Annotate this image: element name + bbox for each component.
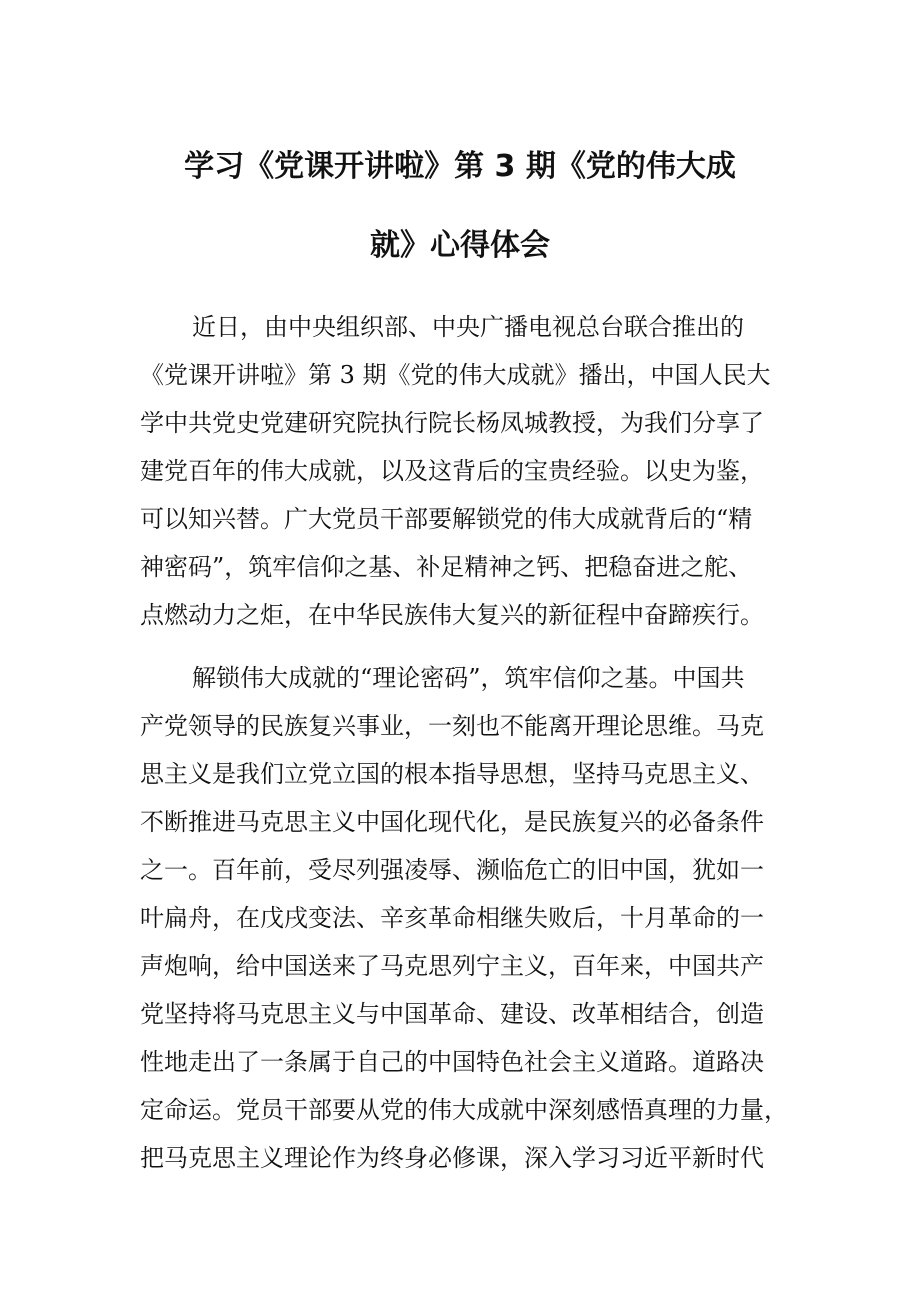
paragraph-2-line-3: 思主义是我们立党立国的根本指导思想，坚持马克思主义、: [140, 760, 764, 788]
paragraph-2-line-8: 党坚持将马克思主义与中国革命、建设、改革相结合，创造: [140, 1000, 764, 1028]
paragraph-2-line-6: 叶扁舟，在戊戌变法、辛亥革命相继失败后，十月革命的一: [140, 904, 764, 932]
paragraph-2-line-7: 声炮响，给中国送来了马克思列宁主义，百年来，中国共产: [140, 952, 764, 980]
paragraph-2-line-10: 定命运。党员干部要从党的伟大成就中深刻感悟真理的力量，: [140, 1096, 788, 1124]
paragraph-1-line-6: 神密码”，筑牢信仰之基、补足精神之钙、把稳奋进之舵、: [140, 553, 753, 581]
paragraph-1-line-3: 学中共党史党建研究院执行院长杨凤城教授，为我们分享了: [140, 409, 764, 437]
paragraph-2-line-11: 把马克思主义理论作为终身必修课，深入学习习近平新时代: [140, 1144, 764, 1172]
paragraph-2-line-5: 之一。百年前，受尽列强凌辱、濒临危亡的旧中国，犹如一: [140, 856, 764, 884]
paragraph-2-line-9: 性地走出了一条属于自己的中国特色社会主义道路。道路决: [140, 1048, 764, 1076]
paragraph-1-line-2: 《党课开讲啦》第 3 期《党的伟大成就》播出，中国人民大: [140, 361, 771, 389]
paragraph-2-line-1: 解锁伟大成就的“理论密码”，筑牢信仰之基。中国共: [192, 664, 745, 692]
paragraph-1-line-4: 建党百年的伟大成就，以及这背后的宝贵经验。以史为鉴，: [140, 457, 764, 485]
paragraph-1-line-7: 点燃动力之炬，在中华民族伟大复兴的新征程中奋蹄疾行。: [140, 601, 764, 629]
paragraph-1-line-1: 近日，由中央组织部、中央广播电视总台联合推出的: [192, 313, 744, 341]
paragraph-1-line-5: 可以知兴替。广大党员干部要解锁党的伟大成就背后的“精: [140, 505, 753, 533]
document-title-line-1: 学习《党课开讲啦》第 3 期《党的伟大成: [184, 149, 736, 184]
document-title-line-2: 就》心得体会: [370, 228, 550, 263]
paragraph-2-line-4: 不断推进马克思主义中国化现代化，是民族复兴的必备条件: [140, 808, 764, 836]
paragraph-2-line-2: 产党领导的民族复兴事业，一刻也不能离开理论思维。马克: [140, 712, 764, 740]
